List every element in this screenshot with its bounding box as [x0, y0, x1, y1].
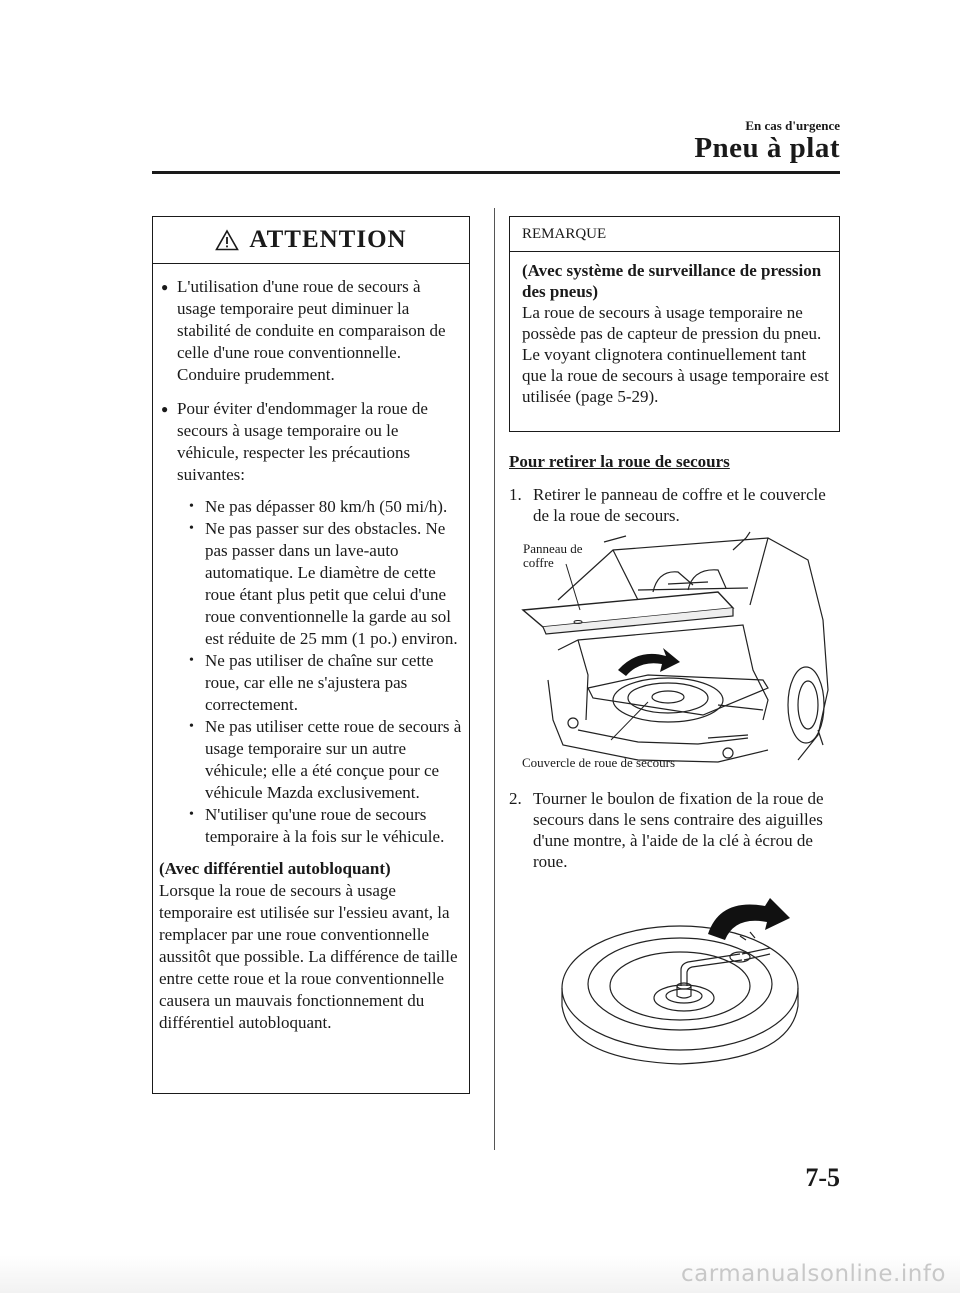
step-1 [509, 484, 843, 526]
attention-box [152, 216, 470, 1094]
sub-bullet-icon: • [189, 653, 194, 668]
procedure-title: Pour retirer la roue de secours [509, 452, 730, 471]
attention-bullet [159, 276, 463, 386]
lsd-heading: (Avec différentiel autobloquant) [159, 859, 391, 878]
bullet-icon: ● [161, 280, 169, 294]
warning-icon [215, 229, 239, 251]
sub-bullet-text: Ne pas passer sur des obstacles. Ne pas passer dans un lave-auto automatique. Le diamètre de cette roue étant plus petit que celui d'une roue conventionnelle la garde au sol est réduite de 25 mm (1 po.) environ. [205, 519, 458, 648]
sub-bullet-icon: • [189, 499, 194, 514]
sub-bullet-text: Ne pas utiliser cette roue de secours à usage temporaire sur un autre véhicule; elle a été conçue pour ce véhicule Mazda exclusivement. [205, 717, 462, 802]
sub-bullet-icon: • [189, 521, 194, 536]
header-rule [152, 171, 840, 174]
step-2 [509, 788, 843, 872]
sub-bullet [189, 716, 463, 804]
lsd-text: Lorsque la roue de secours à usage temporaire est utilisée sur l'essieu avant, la remplacer par une roue conventionnelle aussitôt que possible. La différence de taille entre cette roue et la roue conventionnelle causera un mauvais fonctionnement du différentiel autobloquant. [159, 881, 458, 1032]
step-text: Tourner le boulon de fixation de la roue de secours dans le sens contraire des aiguilles d'une montre, à l'aide de la clé à écrou de roue. [533, 789, 824, 871]
watermark [0, 1255, 960, 1293]
attention-title: ATTENTION [249, 226, 407, 253]
remarque-text: La roue de secours à usage temporaire ne possède pas de capteur de pression du pneu. Le voyant clignotera continuellement tant que la roue de secours à usage temporaire est utilisée (page 5-29). [522, 303, 829, 406]
panel-label: Panneau de coffre [523, 541, 583, 570]
sub-bullet [189, 496, 463, 518]
attention-header [153, 217, 469, 264]
spare-tire-illustration [560, 888, 800, 1068]
sub-bullet-text: Ne pas utiliser de chaîne sur cette roue, car elle ne s'ajustera pas correctement. [205, 651, 434, 714]
remarque-box [509, 216, 840, 432]
sub-bullet [189, 650, 463, 716]
step-number: 2. [509, 789, 522, 808]
sub-bullet-text: Ne pas dépasser 80 km/h (50 mi/h). [205, 497, 448, 516]
page-number: 7-5 [805, 1163, 840, 1192]
bullet-icon: ● [161, 402, 169, 416]
column-divider [494, 208, 495, 1150]
sub-bullet-icon: • [189, 719, 194, 734]
attention-body [153, 264, 469, 1034]
sub-bullet [189, 518, 463, 650]
sub-bullet-icon: • [189, 807, 194, 822]
bullet-text: L'utilisation d'une roue de secours à usage temporaire peut diminuer la stabilité de conduite en comparaison de celle d'une roue conventionnelle. Conduire prudemment. [177, 277, 446, 384]
cover-callout: Couvercle de roue de secours [522, 755, 676, 770]
step-number: 1. [509, 485, 522, 504]
remarque-title: REMARQUE [510, 217, 839, 252]
page-title: Pneu à plat [694, 132, 840, 164]
sub-bullet [189, 804, 463, 848]
sub-bullet-list [159, 496, 463, 848]
attention-bullet [159, 398, 463, 486]
remarque-body [510, 252, 839, 407]
watermark-text: carmanualsonline.info [680, 1261, 946, 1287]
bullet-text: Pour éviter d'endommager la roue de secours à usage temporaire ou le véhicule, respecter les précautions suivantes: [177, 399, 428, 484]
panel-callout [523, 542, 603, 570]
step-text: Retirer le panneau de coffre et le couvercle de la roue de secours. [533, 485, 826, 525]
sub-bullet-text: N'utiliser qu'une roue de secours temporaire à la fois sur le véhicule. [205, 805, 445, 846]
remarque-subheading: (Avec système de surveillance de pression des pneus) [522, 261, 822, 301]
section-label: En cas d'urgence [745, 118, 840, 133]
